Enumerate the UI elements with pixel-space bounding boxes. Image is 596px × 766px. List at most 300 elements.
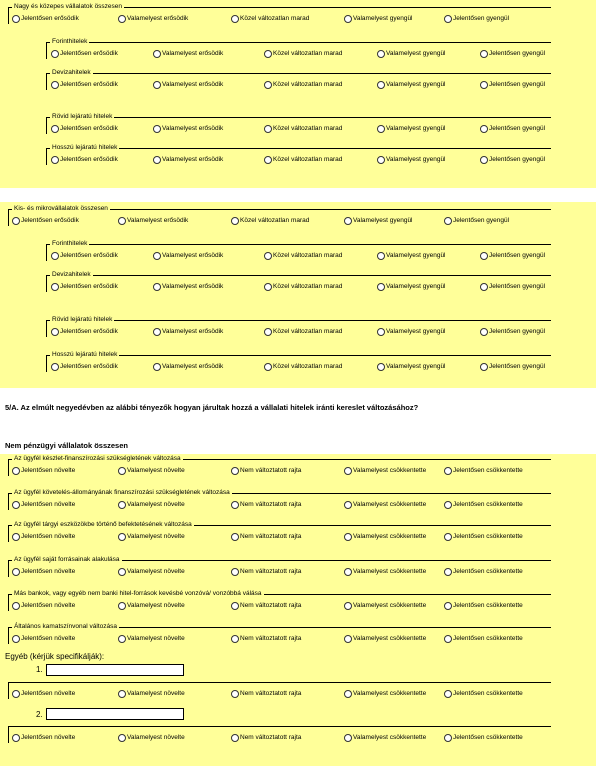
radio-option[interactable] (444, 216, 509, 225)
question-text: 5/A. Az elmúlt negyedévben az alábbi tényezők hogyan járultak hozzá a vállalati hitelek iránti kereslet változásához? (5, 403, 419, 412)
radio-label: Jelentősen gyengül (489, 328, 546, 335)
radio-option[interactable] (12, 601, 75, 610)
radio-circle-icon[interactable] (264, 50, 272, 58)
radio-label: Nem változtatott rajta (240, 734, 302, 741)
radio-option[interactable] (153, 251, 223, 260)
radio-label: Jelentősen csökkentette (453, 501, 523, 508)
small-sub-group (46, 316, 551, 337)
radio-circle-icon[interactable] (264, 328, 272, 336)
radio-label: Jelentősen gyengül (489, 363, 546, 370)
radio-label: Közel változatlan marad (273, 252, 343, 259)
radio-option[interactable] (444, 500, 523, 509)
radio-circle-icon[interactable] (12, 690, 20, 698)
radio-circle-icon[interactable] (12, 602, 20, 610)
radio-option[interactable] (12, 567, 75, 576)
radio-circle-icon[interactable] (12, 217, 20, 225)
radio-option[interactable] (480, 49, 545, 58)
radio-circle-icon[interactable] (118, 734, 126, 742)
factor-group (8, 521, 551, 542)
radio-circle-icon[interactable] (480, 328, 488, 336)
radio-option[interactable] (444, 567, 523, 576)
group-title: Nagy és közepes vállalatok összesen (14, 3, 123, 10)
radio-label: Valamelyest erősödik (162, 156, 224, 163)
radio-label: Valamelyest növelte (127, 501, 185, 508)
radio-circle-icon[interactable] (118, 217, 126, 225)
radio-label: Jelentősen erősödik (60, 363, 118, 370)
radio-circle-icon[interactable] (377, 283, 385, 291)
radio-label: Valamelyest gyengül (386, 50, 446, 57)
radio-label: Jelentősen csökkentette (453, 533, 523, 540)
radio-label: Jelentősen gyengül (489, 81, 546, 88)
radio-circle-icon[interactable] (344, 533, 352, 541)
radio-circle-icon[interactable] (51, 50, 59, 58)
radio-option[interactable] (231, 14, 309, 23)
radio-label: Valamelyest növelte (127, 467, 185, 474)
radio-label: Valamelyest erősödik (162, 81, 224, 88)
radio-option[interactable] (51, 327, 118, 336)
radio-label: Valamelyest csökkentette (353, 501, 427, 508)
radio-label: Valamelyest erősödik (162, 363, 224, 370)
radio-option[interactable] (153, 362, 223, 371)
radio-label: Közel változatlan marad (273, 328, 343, 335)
radio-label: Valamelyest gyengül (386, 283, 446, 290)
radio-label: Jelentősen gyengül (489, 283, 546, 290)
radio-option[interactable] (264, 282, 342, 291)
radio-circle-icon[interactable] (51, 363, 59, 371)
radio-label: Jelentősen erősödik (60, 283, 118, 290)
group-title: Devizahitelek (52, 69, 91, 76)
small-sub-group (46, 240, 551, 261)
radio-label: Valamelyest csökkentette (353, 568, 427, 575)
radio-label: Valamelyest erősödik (162, 283, 224, 290)
radio-circle-icon[interactable] (264, 252, 272, 260)
radio-option[interactable] (480, 155, 545, 164)
radio-circle-icon[interactable] (51, 156, 59, 164)
large-sub-group (46, 144, 551, 165)
radio-label: Nem változtatott rajta (240, 690, 302, 697)
radio-circle-icon[interactable] (444, 635, 452, 643)
radio-label: Jelentősen növelte (21, 734, 76, 741)
radio-label: Közel változatlan marad (240, 15, 310, 22)
radio-circle-icon[interactable] (480, 156, 488, 164)
radio-label: Nem változtatott rajta (240, 501, 302, 508)
radio-circle-icon[interactable] (118, 635, 126, 643)
radio-circle-icon[interactable] (264, 363, 272, 371)
other-num-2: 2. (36, 710, 43, 719)
radio-circle-icon[interactable] (344, 217, 352, 225)
radio-circle-icon[interactable] (377, 363, 385, 371)
radio-circle-icon[interactable] (153, 156, 161, 164)
radio-circle-icon[interactable] (344, 467, 352, 475)
radio-circle-icon[interactable] (264, 81, 272, 89)
radio-circle-icon[interactable] (444, 602, 452, 610)
group-title: Devizahitelek (52, 271, 91, 278)
radio-option[interactable] (118, 216, 188, 225)
radio-label: Jelentősen erősödik (60, 50, 118, 57)
group-title: Az ügyfél készlet-finanszírozási szükségletének változása (14, 455, 181, 462)
radio-option[interactable] (344, 216, 413, 225)
radio-option[interactable] (377, 251, 446, 260)
radio-option[interactable] (377, 124, 446, 133)
radio-label: Jelentősen növelte (21, 533, 76, 540)
radio-label: Jelentősen gyengül (489, 156, 546, 163)
question-area (0, 388, 596, 454)
radio-option[interactable] (344, 567, 426, 576)
radio-option[interactable] (51, 251, 118, 260)
group-title: Forinthitelek (52, 38, 88, 45)
radio-option[interactable] (344, 14, 413, 23)
radio-label: Jelentősen növelte (21, 501, 76, 508)
radio-circle-icon[interactable] (444, 15, 452, 23)
factor-group (8, 556, 551, 577)
radio-circle-icon[interactable] (118, 602, 126, 610)
radio-option[interactable] (480, 282, 545, 291)
radio-circle-icon[interactable] (444, 734, 452, 742)
radio-option[interactable] (264, 124, 342, 133)
radio-option[interactable] (377, 80, 446, 89)
other-row-group-1 (8, 682, 551, 699)
radio-label: Valamelyest csökkentette (353, 690, 427, 697)
radio-option[interactable] (444, 466, 523, 475)
radio-label: Jelentősen csökkentette (453, 635, 523, 642)
other-input-2[interactable] (46, 708, 184, 720)
radio-circle-icon[interactable] (231, 635, 239, 643)
radio-option[interactable] (344, 532, 426, 541)
radio-label: Jelentősen erősödik (60, 252, 118, 259)
radio-label: Közel változatlan marad (273, 283, 343, 290)
radio-circle-icon[interactable] (444, 568, 452, 576)
radio-option[interactable] (444, 689, 523, 698)
radio-option[interactable] (444, 14, 509, 23)
large-sub-group (46, 113, 551, 134)
radio-option[interactable] (12, 634, 75, 643)
group-title: Hosszú lejáratú hitelek (52, 351, 118, 358)
radio-label: Nem változtatott rajta (240, 533, 302, 540)
radio-label: Valamelyest növelte (127, 533, 185, 540)
radio-label: Jelentősen növelte (21, 635, 76, 642)
radio-option[interactable] (377, 327, 446, 336)
radio-label: Jelentősen gyengül (453, 217, 510, 224)
radio-option[interactable] (480, 80, 545, 89)
factor-group (8, 455, 551, 476)
radio-option[interactable] (264, 362, 342, 371)
radio-option[interactable] (12, 689, 75, 698)
radio-circle-icon[interactable] (480, 81, 488, 89)
radio-option[interactable] (231, 634, 301, 643)
radio-option[interactable] (118, 567, 185, 576)
radio-option[interactable] (153, 155, 223, 164)
small-sub-group (46, 351, 551, 372)
radio-label: Közel változatlan marad (273, 156, 343, 163)
radio-circle-icon[interactable] (444, 533, 452, 541)
radio-circle-icon[interactable] (118, 533, 126, 541)
radio-option[interactable] (118, 500, 185, 509)
radio-circle-icon[interactable] (480, 252, 488, 260)
radio-option[interactable] (444, 601, 523, 610)
radio-label: Közel változatlan marad (273, 363, 343, 370)
radio-option[interactable] (12, 14, 79, 23)
radio-circle-icon[interactable] (231, 15, 239, 23)
radio-option[interactable] (153, 124, 223, 133)
large-sub-group (46, 69, 551, 90)
radio-label: Valamelyest növelte (127, 568, 185, 575)
radio-option[interactable] (344, 689, 426, 698)
radio-label: Valamelyest erősödik (162, 125, 224, 132)
radio-circle-icon[interactable] (231, 602, 239, 610)
radio-label: Valamelyest növelte (127, 690, 185, 697)
radio-option[interactable] (12, 216, 79, 225)
large-total-group (8, 3, 551, 24)
radio-circle-icon[interactable] (153, 125, 161, 133)
radio-circle-icon[interactable] (344, 15, 352, 23)
radio-circle-icon[interactable] (480, 125, 488, 133)
radio-label: Nem változtatott rajta (240, 602, 302, 609)
radio-circle-icon[interactable] (377, 328, 385, 336)
radio-label: Jelentősen erősödik (60, 81, 118, 88)
radio-option[interactable] (51, 362, 118, 371)
radio-label: Valamelyest gyengül (386, 125, 446, 132)
radio-label: Jelentősen gyengül (489, 252, 546, 259)
radio-circle-icon[interactable] (344, 568, 352, 576)
radio-circle-icon[interactable] (153, 252, 161, 260)
radio-circle-icon[interactable] (12, 568, 20, 576)
radio-label: Valamelyest gyengül (353, 15, 413, 22)
radio-label: Valamelyest csökkentette (353, 467, 427, 474)
radio-option[interactable] (118, 601, 185, 610)
radio-circle-icon[interactable] (377, 50, 385, 58)
radio-circle-icon[interactable] (12, 467, 20, 475)
group-title: Rövid lejáratú hitelek (52, 113, 113, 120)
radio-option[interactable] (264, 155, 342, 164)
panel-gap (0, 188, 596, 202)
radio-circle-icon[interactable] (377, 125, 385, 133)
radio-circle-icon[interactable] (377, 252, 385, 260)
radio-circle-icon[interactable] (344, 734, 352, 742)
radio-circle-icon[interactable] (153, 363, 161, 371)
radio-circle-icon[interactable] (444, 217, 452, 225)
radio-label: Valamelyest gyengül (353, 217, 413, 224)
radio-label: Nem változtatott rajta (240, 467, 302, 474)
radio-circle-icon[interactable] (264, 283, 272, 291)
radio-circle-icon[interactable] (344, 602, 352, 610)
radio-label: Valamelyest csökkentette (353, 602, 427, 609)
radio-circle-icon[interactable] (264, 125, 272, 133)
radio-circle-icon[interactable] (444, 690, 452, 698)
radio-circle-icon[interactable] (444, 467, 452, 475)
radio-option[interactable] (377, 362, 446, 371)
group-title: Az ügyfél követelés-állományának finanszírozási szükségletének változása (14, 489, 230, 496)
radio-label: Valamelyest gyengül (386, 156, 446, 163)
radio-label: Jelentősen erősödik (60, 125, 118, 132)
radio-label: Közel változatlan marad (240, 217, 310, 224)
radio-circle-icon[interactable] (153, 50, 161, 58)
radio-option[interactable] (51, 80, 118, 89)
radio-label: Valamelyest csökkentette (353, 734, 427, 741)
radio-option[interactable] (231, 500, 301, 509)
radio-label: Jelentősen csökkentette (453, 690, 523, 697)
radio-option[interactable] (51, 155, 118, 164)
radio-option[interactable] (480, 124, 545, 133)
radio-circle-icon[interactable] (12, 15, 20, 23)
radio-label: Nem változtatott rajta (240, 635, 302, 642)
radio-option[interactable] (377, 49, 446, 58)
radio-label: Jelentősen növelte (21, 467, 76, 474)
other-input-1[interactable] (46, 664, 184, 676)
radio-label: Jelentősen erősödik (21, 15, 79, 22)
other-label: Egyéb (kérjük specifikálják): (5, 652, 105, 661)
radio-label: Közel változatlan marad (273, 81, 343, 88)
radio-option[interactable] (153, 327, 223, 336)
group-title: Kis- és mikrovállalatok összesen (14, 205, 108, 212)
radio-option[interactable] (118, 634, 185, 643)
radio-circle-icon[interactable] (12, 501, 20, 509)
radio-circle-icon[interactable] (118, 501, 126, 509)
factor-group (8, 489, 551, 510)
radio-option[interactable] (480, 251, 545, 260)
radio-circle-icon[interactable] (231, 690, 239, 698)
radio-option[interactable] (153, 282, 223, 291)
large-sub-group (46, 38, 551, 59)
radio-option[interactable] (231, 601, 301, 610)
radio-circle-icon[interactable] (344, 690, 352, 698)
radio-option[interactable] (480, 362, 545, 371)
radio-circle-icon[interactable] (153, 81, 161, 89)
radio-label: Valamelyest erősödik (162, 252, 224, 259)
radio-label: Jelentősen gyengül (489, 50, 546, 57)
radio-circle-icon[interactable] (377, 156, 385, 164)
radio-circle-icon[interactable] (12, 533, 20, 541)
radio-circle-icon[interactable] (480, 50, 488, 58)
radio-circle-icon[interactable] (118, 690, 126, 698)
radio-label: Jelentősen növelte (21, 690, 76, 697)
radio-option[interactable] (264, 49, 342, 58)
small-total-group (8, 205, 551, 226)
radio-circle-icon[interactable] (118, 467, 126, 475)
section-title: Nem pénzügyi vállalatok összesen (5, 441, 128, 450)
radio-circle-icon[interactable] (480, 283, 488, 291)
radio-option[interactable] (377, 155, 446, 164)
radio-option[interactable] (12, 532, 75, 541)
radio-label: Jelentősen csökkentette (453, 568, 523, 575)
radio-option[interactable] (51, 49, 118, 58)
radio-circle-icon[interactable] (51, 125, 59, 133)
radio-option[interactable] (231, 216, 309, 225)
group-title: Az ügyfél tárgyi eszközökbe történő befektetésének változása (14, 521, 192, 528)
radio-option[interactable] (480, 327, 545, 336)
radio-circle-icon[interactable] (51, 81, 59, 89)
radio-label: Valamelyest csökkentette (353, 635, 427, 642)
radio-circle-icon[interactable] (444, 501, 452, 509)
factor-group (8, 590, 551, 611)
group-title: Más bankok, vagy egyéb nem banki hitel-források kevésbé vonzóvá/ vonzóbbá válása (14, 590, 262, 597)
group-title: Az ügyfél saját forrásainak alakulása (14, 556, 120, 563)
radio-option[interactable] (231, 733, 301, 742)
radio-circle-icon[interactable] (51, 328, 59, 336)
radio-label: Valamelyest csökkentette (353, 533, 427, 540)
radio-option[interactable] (231, 567, 301, 576)
radio-option[interactable] (444, 532, 523, 541)
radio-circle-icon[interactable] (51, 252, 59, 260)
radio-option[interactable] (118, 532, 185, 541)
radio-option[interactable] (51, 282, 118, 291)
radio-option[interactable] (377, 282, 446, 291)
radio-label: Jelentősen növelte (21, 602, 76, 609)
radio-circle-icon[interactable] (231, 467, 239, 475)
radio-label: Jelentősen csökkentette (453, 467, 523, 474)
radio-option[interactable] (344, 733, 426, 742)
radio-label: Jelentősen erősödik (21, 217, 79, 224)
radio-circle-icon[interactable] (153, 283, 161, 291)
radio-label: Valamelyest gyengül (386, 81, 446, 88)
radio-circle-icon[interactable] (344, 501, 352, 509)
radio-option[interactable] (264, 251, 342, 260)
radio-circle-icon[interactable] (377, 81, 385, 89)
radio-label: Nem változtatott rajta (240, 568, 302, 575)
radio-option[interactable] (344, 634, 426, 643)
radio-circle-icon[interactable] (264, 156, 272, 164)
radio-option[interactable] (344, 500, 426, 509)
radio-circle-icon[interactable] (12, 734, 20, 742)
radio-circle-icon[interactable] (231, 533, 239, 541)
group-title: Forinthitelek (52, 240, 88, 247)
radio-circle-icon[interactable] (118, 568, 126, 576)
radio-label: Valamelyest gyengül (386, 363, 446, 370)
radio-circle-icon[interactable] (118, 15, 126, 23)
radio-option[interactable] (153, 80, 223, 89)
radio-label: Valamelyest erősödik (127, 217, 189, 224)
radio-circle-icon[interactable] (231, 734, 239, 742)
radio-label: Valamelyest gyengül (386, 328, 446, 335)
radio-option[interactable] (12, 500, 75, 509)
radio-label: Jelentősen csökkentette (453, 602, 523, 609)
radio-option[interactable] (231, 532, 301, 541)
other-row-group-2 (8, 726, 551, 743)
radio-option[interactable] (444, 634, 523, 643)
radio-circle-icon[interactable] (231, 217, 239, 225)
radio-circle-icon[interactable] (231, 568, 239, 576)
radio-circle-icon[interactable] (231, 501, 239, 509)
radio-option[interactable] (444, 733, 523, 742)
radio-label: Jelentősen gyengül (489, 125, 546, 132)
radio-label: Közel változatlan marad (273, 50, 343, 57)
radio-option[interactable] (153, 49, 223, 58)
radio-label: Valamelyest erősödik (127, 15, 189, 22)
radio-option[interactable] (118, 14, 188, 23)
radio-option[interactable] (118, 466, 185, 475)
group-title: Általános kamatszínvonal változása (14, 623, 117, 630)
radio-circle-icon[interactable] (51, 283, 59, 291)
group-title: Hosszú lejáratú hitelek (52, 144, 118, 151)
radio-circle-icon[interactable] (480, 363, 488, 371)
radio-option[interactable] (344, 601, 426, 610)
radio-option[interactable] (118, 733, 185, 742)
other-num-1: 1. (36, 665, 43, 674)
radio-option[interactable] (51, 124, 118, 133)
radio-option[interactable] (231, 466, 301, 475)
radio-circle-icon[interactable] (344, 635, 352, 643)
radio-circle-icon[interactable] (12, 635, 20, 643)
radio-option[interactable] (231, 689, 301, 698)
radio-label: Jelentősen erősödik (60, 156, 118, 163)
radio-option[interactable] (264, 80, 342, 89)
radio-option[interactable] (12, 733, 75, 742)
radio-option[interactable] (12, 466, 75, 475)
radio-label: Jelentősen növelte (21, 568, 76, 575)
radio-option[interactable] (264, 327, 342, 336)
radio-option[interactable] (118, 689, 185, 698)
radio-option[interactable] (344, 466, 426, 475)
radio-circle-icon[interactable] (153, 328, 161, 336)
